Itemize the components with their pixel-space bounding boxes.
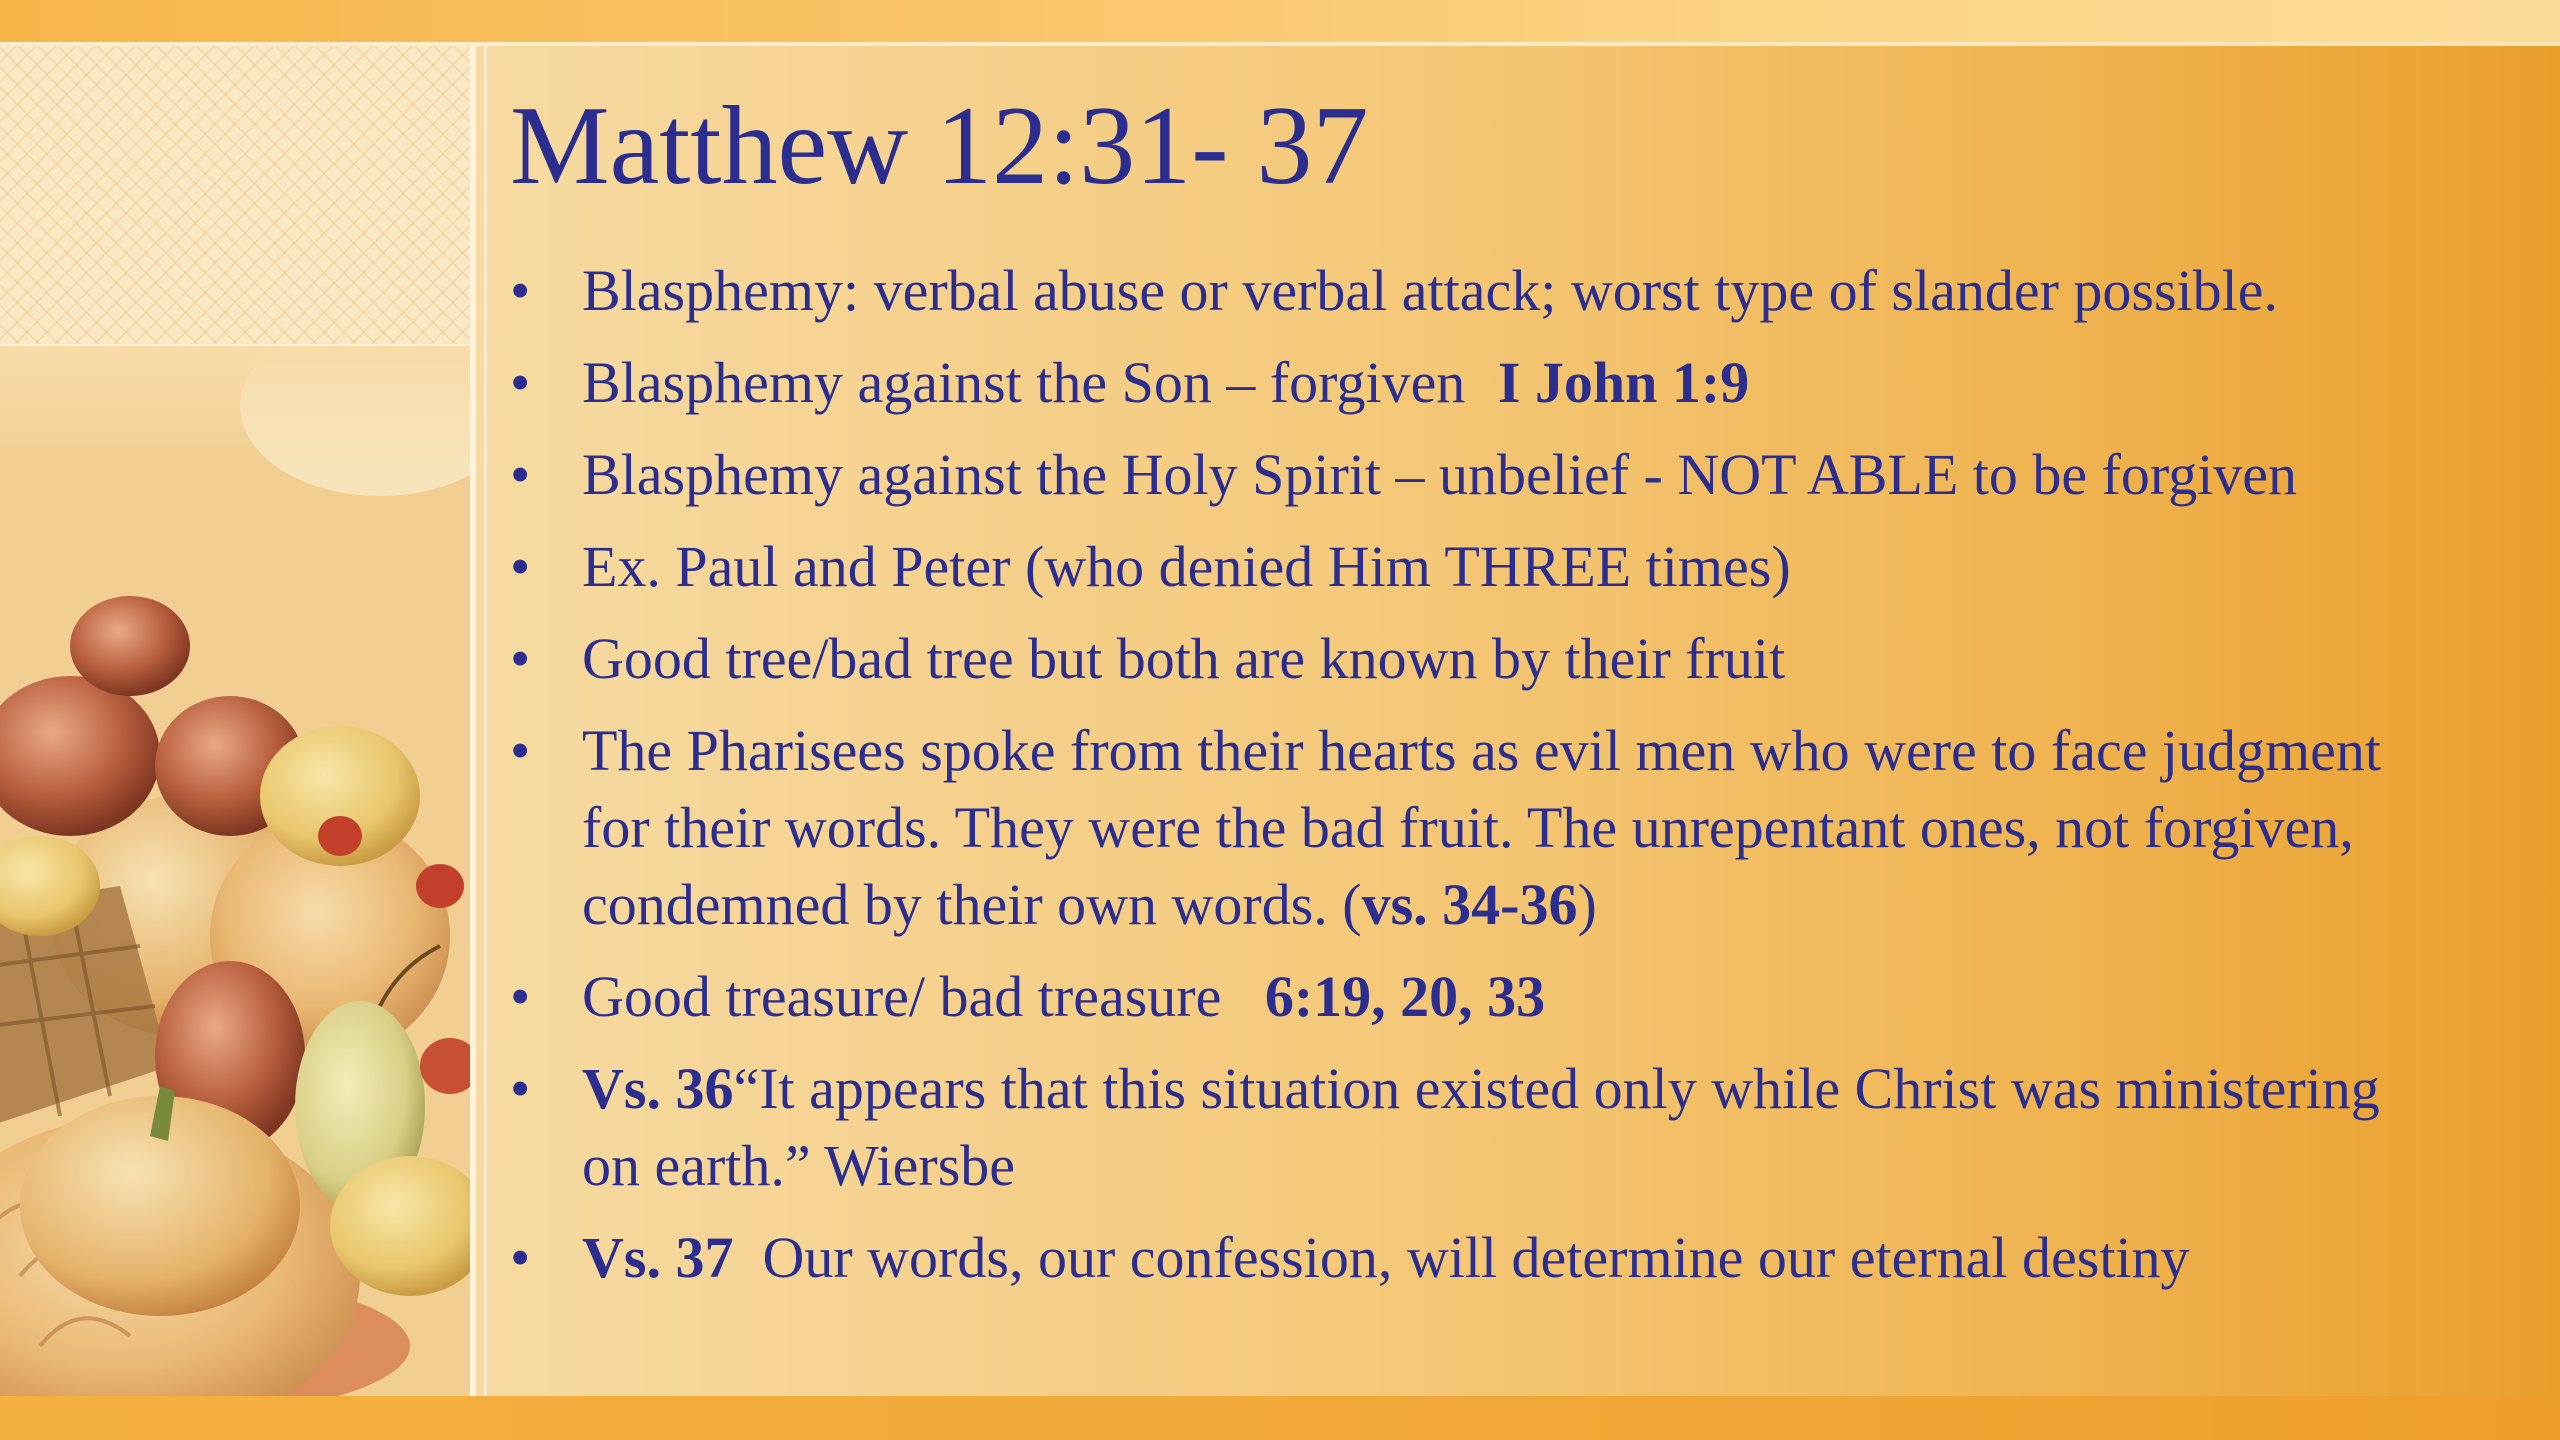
bullet-list	[510, 252, 2390, 1311]
bullet-reference: 6:19, 20, 33	[1264, 964, 1546, 1029]
list-item	[510, 958, 2390, 1035]
bullet-glyph: •	[510, 258, 531, 323]
bullet-suffix: )	[1577, 872, 1597, 937]
list-item	[510, 344, 2390, 421]
vertical-divider-line	[470, 46, 476, 1396]
diamond-pattern-panel	[0, 46, 470, 346]
left-image-panel	[0, 46, 470, 1396]
slide-title: Matthew 12:31- 37	[510, 84, 1369, 208]
list-item	[510, 1219, 2390, 1296]
bullet-glyph: •	[510, 442, 531, 507]
list-item	[510, 436, 2390, 513]
list-item	[510, 712, 2390, 943]
bullet-glyph: •	[510, 1056, 531, 1121]
list-item	[510, 252, 2390, 329]
bullet-glyph: •	[510, 1225, 531, 1290]
top-band	[0, 0, 2560, 42]
bullet-reference: I John 1:9	[1497, 350, 1750, 415]
bullet-glyph: •	[510, 534, 531, 599]
bullet-text: Our words, our confession, will determine our eternal destiny	[733, 1225, 2190, 1290]
list-item	[510, 528, 2390, 605]
bullet-verse-label: Vs. 37	[582, 1225, 734, 1290]
bullet-text: “It appears that this situation existed only while Christ was ministering on earth.” Wiersbe	[582, 1056, 2380, 1198]
bullet-text: Blasphemy against the Holy Spirit – unbelief - NOT ABLE to be forgiven	[582, 442, 2298, 507]
bullet-text: The Pharisees spoke from their hearts as evil men who were to face judgment for their words. They were the bad fruit. The unrepentant ones, not forgiven, condemned by their own words. (	[582, 718, 2382, 937]
bullet-verse-label: Vs. 36	[582, 1056, 734, 1121]
vertical-divider-line-thin	[484, 46, 487, 1396]
bullet-text: Blasphemy against the Son – forgiven	[582, 350, 1480, 415]
bullet-text: Ex. Paul and Peter (who denied Him THREE times)	[582, 534, 1791, 599]
list-item	[510, 620, 2390, 697]
bottom-band	[0, 1396, 2560, 1440]
bullet-text: Blasphemy: verbal abuse or verbal attack; worst type of slander possible.	[582, 258, 2279, 323]
harvest-cornucopia-icon	[0, 346, 470, 1396]
bullet-glyph: •	[510, 964, 531, 1029]
bullet-glyph: •	[510, 718, 531, 783]
bullet-reference: vs. 34-36	[1361, 872, 1578, 937]
bullet-text: Good tree/bad tree but both are known by their fruit	[582, 626, 1786, 691]
list-item	[510, 1050, 2390, 1204]
bullet-glyph: •	[510, 350, 531, 415]
bullet-text: Good treasure/ bad treasure	[582, 964, 1265, 1029]
bullet-glyph: •	[510, 626, 531, 691]
